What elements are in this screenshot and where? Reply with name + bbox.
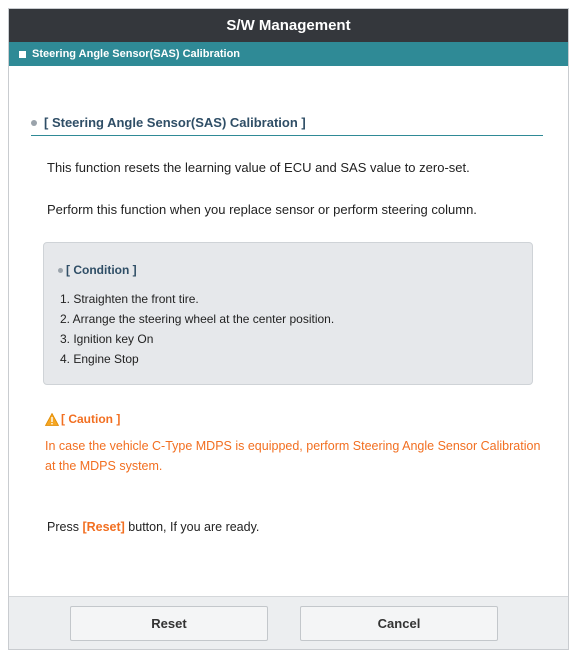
- press-highlight: [Reset]: [82, 520, 125, 534]
- description-paragraph-1: This function resets the learning value of ECU and SAS value to zero-set.: [47, 160, 470, 175]
- bullet-dot-icon: [31, 120, 37, 126]
- condition-box: [43, 242, 533, 385]
- condition-header: [58, 263, 137, 277]
- condition-item: 1. Straighten the front tire.: [60, 292, 199, 306]
- caution-title: [ Caution ]: [61, 412, 121, 426]
- press-prefix: Press: [47, 520, 83, 534]
- dialog-footer: [9, 596, 568, 649]
- dialog-content: [9, 66, 568, 597]
- warning-triangle-icon: [45, 413, 59, 426]
- description-paragraph-2: Perform this function when you replace sensor or perform steering column.: [47, 202, 477, 217]
- section-header: [31, 110, 543, 136]
- condition-title: [ Condition ]: [66, 263, 137, 277]
- caution-text: In case the vehicle C-Type MDPS is equipped, perform Steering Angle Sensor Calibration at the MDPS system.: [45, 439, 541, 473]
- sw-management-dialog: [8, 8, 569, 650]
- section-title: [ Steering Angle Sensor(SAS) Calibration ]: [44, 115, 306, 130]
- condition-list: [60, 289, 334, 369]
- dialog-title: S/W Management: [9, 9, 568, 42]
- condition-item: 3. Ignition key On: [60, 332, 154, 346]
- press-instruction: [47, 520, 259, 534]
- reset-button[interactable]: Reset: [70, 606, 268, 641]
- square-bullet-icon: [19, 51, 26, 58]
- bullet-dot-icon: [58, 268, 63, 273]
- dialog-subtitle: Steering Angle Sensor(SAS) Calibration: [32, 48, 241, 60]
- caution-header: [45, 412, 120, 426]
- condition-item: 2. Arrange the steering wheel at the center position.: [60, 312, 335, 326]
- condition-item: 4. Engine Stop: [60, 352, 139, 366]
- press-suffix: button, If you are ready.: [124, 520, 260, 534]
- cancel-button[interactable]: Cancel: [300, 606, 498, 641]
- dialog-subtitle-bar: [9, 42, 568, 66]
